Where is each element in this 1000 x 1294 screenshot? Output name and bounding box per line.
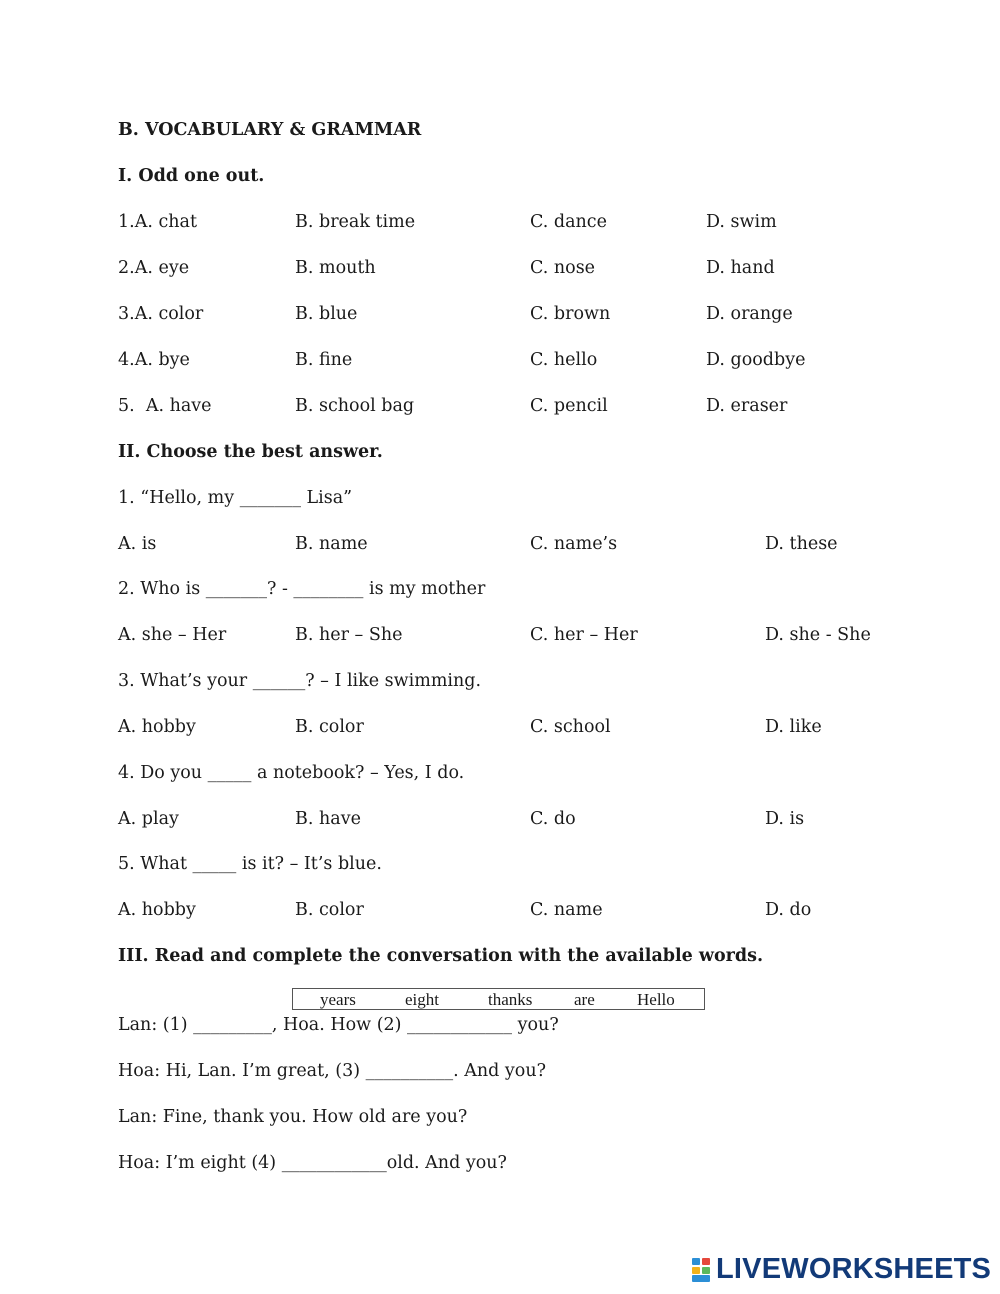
- answer-option: C. name: [530, 900, 603, 920]
- answer-option: D. is: [765, 809, 805, 829]
- logo-mark-icon: [692, 1258, 712, 1282]
- conversation-line: Lan: (1) _________, Hoa. How (2) ____________ you?: [118, 1015, 559, 1035]
- answer-option: A. is: [118, 534, 157, 554]
- odd-option: D. goodbye: [706, 350, 806, 370]
- section-title: B. VOCABULARY & GRAMMAR: [118, 120, 422, 140]
- answer-option: C. do: [530, 809, 576, 829]
- odd-option: B. mouth: [295, 258, 376, 278]
- odd-option: 3.A. color: [118, 304, 204, 324]
- conversation-line: Lan: Fine, thank you. How old are you?: [118, 1107, 468, 1127]
- answer-option: D. do: [765, 900, 812, 920]
- question-text: 3. What’s your ______? – I like swimming.: [118, 671, 482, 691]
- question-text: 2. Who is _______? - ________ is my mother: [118, 579, 486, 599]
- answer-option: D. she - She: [765, 625, 871, 645]
- answer-option: B. color: [295, 900, 364, 920]
- answer-option: B. color: [295, 717, 364, 737]
- answer-option: A. she – Her: [118, 625, 227, 645]
- odd-option: 1.A. chat: [118, 212, 197, 232]
- answer-option: C. school: [530, 717, 611, 737]
- logo-text: LIVEWORKSHEETS: [716, 1253, 992, 1285]
- question-text: 5. What _____ is it? – It’s blue.: [118, 854, 382, 874]
- answer-option: B. her – She: [295, 625, 403, 645]
- answer-option: D. like: [765, 717, 822, 737]
- answer-option: A. hobby: [118, 900, 196, 920]
- odd-option: B. school bag: [295, 396, 415, 416]
- word-bank-item: Hello: [637, 990, 675, 1009]
- answer-option: D. these: [765, 534, 838, 554]
- word-bank-item: years: [320, 990, 356, 1009]
- question-text: 4. Do you _____ a notebook? – Yes, I do.: [118, 763, 465, 783]
- part2-title: II. Choose the best answer.: [118, 442, 383, 462]
- conversation-line: Hoa: I’m eight (4) ____________old. And you?: [118, 1153, 507, 1173]
- conversation-line: Hoa: Hi, Lan. I’m great, (3) __________. And you?: [118, 1061, 546, 1081]
- odd-option: B. blue: [295, 304, 358, 324]
- odd-option: C. dance: [530, 212, 607, 232]
- part1-title: I. Odd one out.: [118, 166, 265, 186]
- odd-option: C. pencil: [530, 396, 608, 416]
- odd-option: D. hand: [706, 258, 775, 278]
- answer-option: B. name: [295, 534, 368, 554]
- odd-option: B. break time: [295, 212, 416, 232]
- odd-option: 2.A. eye: [118, 258, 190, 278]
- word-bank: [292, 988, 705, 1010]
- odd-option: 5. A. have: [118, 396, 212, 416]
- word-bank-item: thanks: [488, 990, 533, 1009]
- odd-option: C. hello: [530, 350, 598, 370]
- question-text: 1. “Hello, my _______ Lisa”: [118, 488, 353, 508]
- odd-option: D. swim: [706, 212, 777, 232]
- answer-option: A. play: [118, 809, 179, 829]
- answer-option: C. her – Her: [530, 625, 638, 645]
- answer-option: B. have: [295, 809, 361, 829]
- odd-option: D. orange: [706, 304, 793, 324]
- part3-title: III. Read and complete the conversation with the available words.: [118, 946, 764, 966]
- answer-option: C. name’s: [530, 534, 618, 554]
- odd-option: C. brown: [530, 304, 611, 324]
- word-bank-item: are: [574, 990, 595, 1009]
- answer-option: A. hobby: [118, 717, 196, 737]
- odd-option: B. fine: [295, 350, 353, 370]
- word-bank-item: eight: [405, 990, 439, 1009]
- odd-option: D. eraser: [706, 396, 788, 416]
- odd-option: C. nose: [530, 258, 596, 278]
- odd-option: 4.A. bye: [118, 350, 190, 370]
